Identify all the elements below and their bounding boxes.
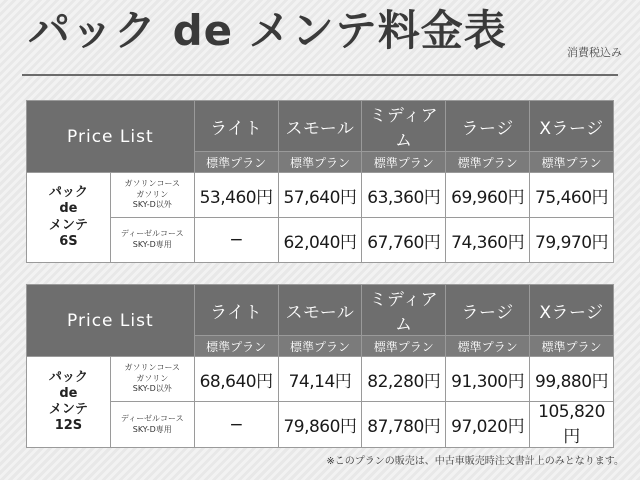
price-cell: 53,460円: [194, 173, 278, 218]
course-line-1: ガソリンコース: [124, 178, 181, 188]
row-label-line-3: メンテ: [48, 217, 88, 233]
plan-label-medium: 標準プラン: [362, 152, 446, 173]
page-title: パック de メンテ料金表: [28, 6, 507, 55]
column-header-xlarge: Xラージ: [530, 101, 614, 152]
table-row: [27, 357, 614, 402]
price-cell: 79,860円: [278, 402, 362, 448]
price-cell: 97,020円: [446, 402, 530, 448]
row-label-line-1: パック: [48, 369, 88, 385]
price-cell: 91,300円: [446, 357, 530, 402]
price-cell: 87,780円: [362, 402, 446, 448]
plan-label-xlarge: 標準プラン: [530, 336, 614, 357]
price-list-header-cell: Price List: [27, 285, 195, 357]
course-label-gasoline: [110, 173, 194, 218]
course-line-2: SKY-D専用: [132, 424, 172, 434]
price-cell: 99,880円: [530, 357, 614, 402]
plan-label-xlarge: 標準プラン: [530, 152, 614, 173]
column-header-large: ラージ: [446, 101, 530, 152]
price-cell: 69,960円: [446, 173, 530, 218]
table-row: [27, 173, 614, 218]
price-cell: 82,280円: [362, 357, 446, 402]
table-header-row: [27, 101, 614, 152]
row-label-pack-de-mente-12s: [27, 357, 111, 448]
course-line-1: ガソリンコース: [124, 362, 181, 372]
course-line-2: ガソリン: [136, 189, 169, 199]
plan-label-large: 標準プラン: [446, 336, 530, 357]
course-label-diesel: [110, 218, 194, 263]
plan-label-small: 標準プラン: [278, 336, 362, 357]
plan-label-large: 標準プラン: [446, 152, 530, 173]
row-label-line-4: 6S: [59, 233, 78, 249]
course-line-1: ディーゼルコース: [120, 413, 184, 423]
price-cell: 63,360円: [362, 173, 446, 218]
table-row: [27, 402, 614, 448]
row-label-line-2: de: [59, 385, 78, 401]
table-row: [27, 218, 614, 263]
course-label-diesel: [110, 402, 194, 448]
course-line-3: SKY-D以外: [132, 200, 172, 210]
column-header-light: ライト: [194, 285, 278, 336]
price-cell: 62,040円: [278, 218, 362, 263]
column-header-large: ラージ: [446, 285, 530, 336]
column-header-medium: ミディアム: [362, 101, 446, 152]
column-header-light: ライト: [194, 101, 278, 152]
price-cell: 75,460円: [530, 173, 614, 218]
course-label-gasoline: [110, 357, 194, 402]
row-label-line-2: de: [59, 201, 78, 217]
footnote: ※このプランの販売は、中古車販売時注文書計上のみとなります。: [326, 456, 624, 467]
column-header-small: スモール: [278, 285, 362, 336]
price-cell: 74,360円: [446, 218, 530, 263]
row-label-pack-de-mente-6s: [27, 173, 111, 263]
price-cell: 67,760円: [362, 218, 446, 263]
course-line-3: SKY-D以外: [132, 384, 172, 394]
table-header-row: [27, 285, 614, 336]
column-header-medium: ミディアム: [362, 285, 446, 336]
column-header-small: スモール: [278, 101, 362, 152]
course-line-2: SKY-D専用: [132, 240, 172, 249]
title-divider: [22, 74, 618, 76]
plan-label-medium: 標準プラン: [362, 336, 446, 357]
price-cell: 105,820円: [530, 402, 614, 448]
row-label-line-3: メンテ: [48, 402, 88, 417]
plan-label-light: 標準プラン: [194, 336, 278, 357]
tax-note: 消費税込み: [567, 46, 622, 59]
price-table-12s: [26, 284, 614, 448]
price-table-12s-wrap: [26, 284, 614, 448]
price-cell: 68,640円: [194, 357, 278, 402]
course-line-1: ディーゼルコース: [120, 229, 184, 239]
row-label-line-1: パック: [48, 185, 88, 200]
row-label-line-4: 12S: [54, 418, 83, 434]
price-cell: 79,970円: [530, 218, 614, 263]
price-table-6s-wrap: [26, 100, 614, 263]
plan-label-light: 標準プラン: [194, 152, 278, 173]
price-cell: 74,14円: [278, 357, 362, 402]
price-cell: −: [194, 402, 278, 448]
column-header-xlarge: Xラージ: [530, 285, 614, 336]
plan-label-small: 標準プラン: [278, 152, 362, 173]
price-table-6s: [26, 100, 614, 263]
price-cell: 57,640円: [278, 173, 362, 218]
price-cell: −: [194, 218, 278, 263]
price-list-header-cell: Price List: [27, 101, 195, 173]
course-line-2: ガソリン: [136, 373, 169, 383]
